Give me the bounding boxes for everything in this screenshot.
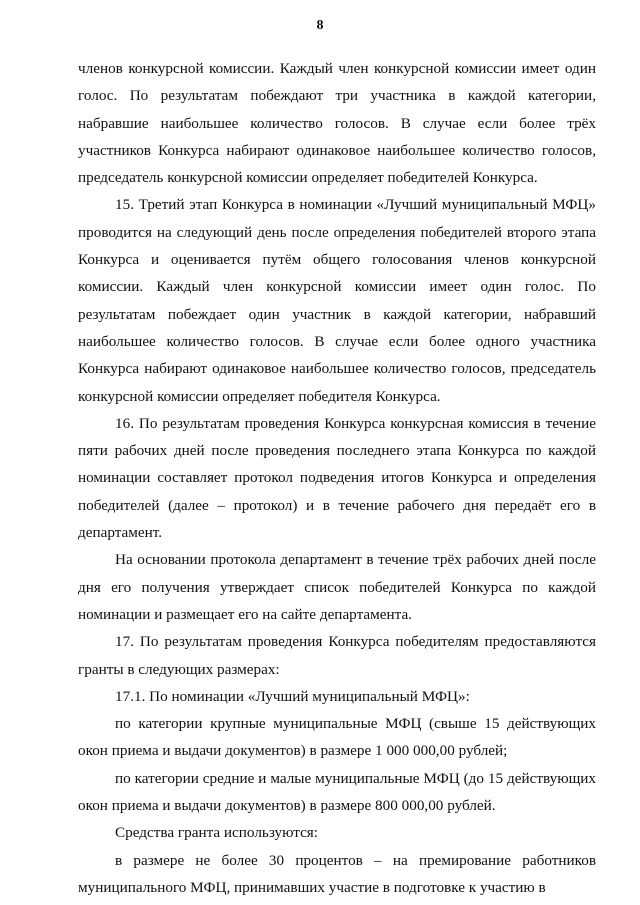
paragraph-small-mfc: по категории средние и малые муниципальные МФЦ (до 15 действующих окон приема и выдачи документов) в размере 800 000,00 рублей. — [78, 769, 596, 815]
paragraph-17: 17. По результатам проведения Конкурса победителям предоставляются гранты в следующих размерах: — [78, 633, 596, 678]
document-body — [78, 55, 596, 901]
paragraph-grant-usage: Средства гранта используются: — [115, 824, 319, 842]
paragraph-15: 15. Третий этап Конкурса в номинации «Лучший муниципальный МФЦ» проводится на следующий день после определения победителей второго этапа Конкурса и оценивается путём общего голосования членов конкурсной комиссии. Каждый член конкурсной комиссии имеет один голос. По результатам побеждает один участник в каждой категории, набравший наибольшее количество голосов. В случае если более одного участника Конкурса набирают одинаковое наибольшее количество голосов, председатель конкурсной комиссии определяет победителя Конкурса. — [78, 196, 596, 405]
paragraph-large-mfc: по категории крупные муниципальные МФЦ (свыше 15 действующих окон приема и выдачи документов) в размере 1 000 000,00 рублей; — [78, 715, 596, 760]
paragraph-bonus: в размере не более 30 процентов – на премирование работников муниципального МФЦ, принимавших участие в подготовке к участию в — [78, 851, 596, 896]
paragraph-protocol: На основании протокола департамент в течение трёх рабочих дней после дня его получения утверждает список победителей Конкурса по каждой номинации и размещает его на сайте департамента. — [78, 551, 596, 623]
paragraph-continuation: членов конкурсной комиссии. Каждый член конкурсной комиссии имеет один голос. По результатам побеждают три участника в каждой категории, набравшие наибольшее количество голосов. В случае если более трёх участников Конкурса набирают одинаковое наибольшее количество голосов, председатель конкурсной комиссии определяет победителей Конкурса. — [78, 60, 596, 187]
paragraph-16: 16. По результатам проведения Конкурса конкурсная комиссия в течение пяти рабочих дней после проведения последнего этапа Конкурса по каждой номинации составляет протокол подведения итогов Конкурса и определения победителей (далее – протокол) и в течение рабочего дня передаёт его в департамент. — [78, 414, 596, 542]
paragraph-17-1: 17.1. По номинации «Лучший муниципальный МФЦ»: — [115, 687, 470, 705]
page-number: 8 — [316, 18, 324, 33]
